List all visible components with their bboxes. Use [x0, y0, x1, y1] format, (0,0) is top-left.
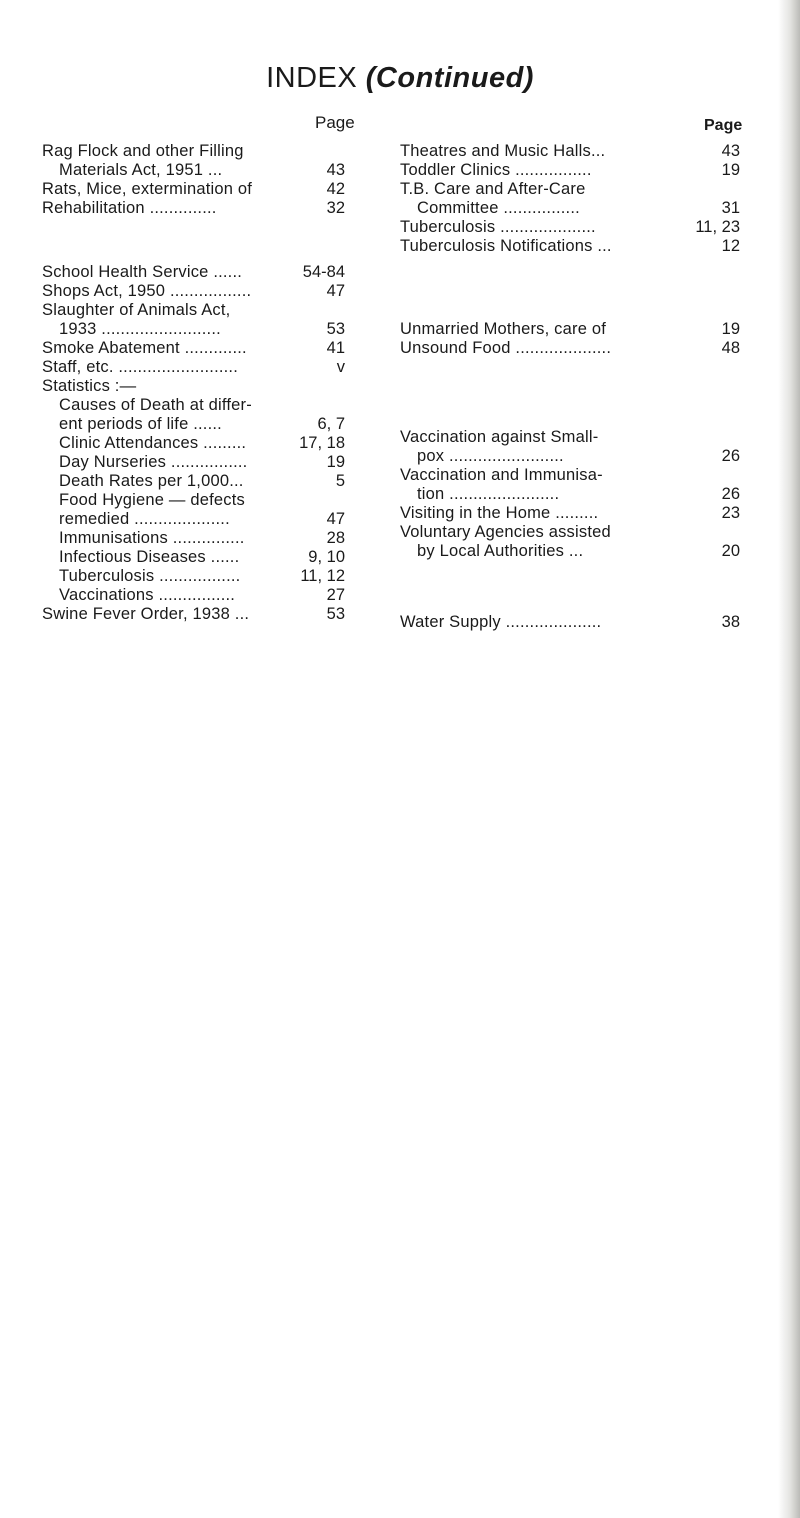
- right-entry-page-number: 20: [721, 542, 740, 560]
- right-entry: [400, 466, 603, 504]
- right-entry: [400, 339, 611, 358]
- right-entry: [400, 161, 592, 180]
- left-entry-page-number: 5: [335, 472, 345, 490]
- left-entry: [42, 472, 244, 491]
- right-entry-text: Vaccination and Immunisa-: [400, 466, 603, 484]
- left-entry-text: Shops Act, 1950 .................: [42, 282, 252, 300]
- left-entry-page-number: 27: [326, 586, 345, 604]
- right-entry-page-number: 48: [721, 339, 740, 357]
- left-entry-text: Rehabilitation ..............: [42, 199, 217, 217]
- right-entry-text: Unmarried Mothers, care of: [400, 320, 607, 338]
- title-continued: (Continued): [365, 62, 534, 94]
- left-entry-page-number: 54-84: [302, 263, 345, 281]
- left-entry: [42, 586, 235, 605]
- right-entry-text: Water Supply ....................: [400, 613, 602, 631]
- left-entry-text: Tuberculosis .................: [59, 567, 241, 585]
- right-entry: [400, 218, 596, 237]
- right-entry-page-number: 26: [721, 447, 740, 465]
- right-entry-page-number: 38: [721, 613, 740, 631]
- right-entry: [400, 142, 605, 161]
- left-entry-page-number: 42: [326, 180, 345, 198]
- left-entry-text: Rats, Mice, extermination of: [42, 180, 253, 198]
- right-entry-text: Toddler Clinics ................: [400, 161, 592, 179]
- left-entry: [42, 339, 247, 358]
- left-entry-text: Staff, etc. .........................: [42, 358, 238, 376]
- left-entry: [42, 491, 245, 529]
- left-entry: [42, 434, 246, 453]
- left-entry-page-number: 28: [326, 529, 345, 547]
- left-entry-page-number: 53: [326, 320, 345, 338]
- left-entry-page-number: 47: [326, 510, 345, 528]
- left-entry-text: Day Nurseries ................: [59, 453, 248, 471]
- right-entry: [400, 613, 601, 632]
- left-entry: [42, 377, 136, 396]
- right-entry-page-number: 19: [721, 161, 740, 179]
- left-entry-page-number: 11, 12: [300, 567, 345, 585]
- right-entry-text: Unsound Food ....................: [400, 339, 612, 357]
- left-entry: [42, 142, 244, 180]
- left-entry-text: Death Rates per 1,000...: [59, 472, 244, 490]
- right-entry: [400, 320, 606, 339]
- title-main: INDEX: [266, 62, 358, 94]
- left-entry: [42, 282, 251, 301]
- right-entry-page-number: 26: [721, 485, 740, 503]
- left-entry-page-number: 9, 10: [308, 548, 345, 566]
- right-entry: [400, 428, 598, 466]
- left-entry-text: Immunisations ...............: [59, 529, 245, 547]
- right-entry: [400, 237, 612, 256]
- left-entry-page-number: 19: [326, 453, 345, 471]
- right-entry-page-number: 12: [721, 237, 740, 255]
- left-entry-text: Rag Flock and other Filling: [42, 142, 244, 160]
- right-entry-text: T.B. Care and After-Care: [400, 180, 586, 198]
- right-entry-text: Vaccination against Small-: [400, 428, 599, 446]
- left-entry: [42, 263, 242, 282]
- left-entry-text: School Health Service ......: [42, 263, 243, 281]
- right-entry-text: Tuberculosis Notifications ...: [400, 237, 612, 255]
- right-entry: [400, 180, 585, 218]
- left-entry-page-number: 32: [326, 199, 345, 217]
- right-entry-text: Voluntary Agencies assisted: [400, 523, 611, 541]
- right-entry-page-number: 19: [721, 320, 740, 338]
- right-entry-page-number: 31: [721, 199, 740, 217]
- left-entry: [42, 199, 217, 218]
- right-entry-text: Visiting in the Home .........: [400, 504, 599, 522]
- left-entry: [42, 453, 247, 472]
- left-entry: [42, 301, 230, 339]
- right-entry: [400, 523, 611, 561]
- right-entry-text: tion .......................: [417, 485, 560, 503]
- right-entry-page-number: 11, 23: [695, 218, 740, 236]
- left-entry-page-number: 47: [326, 282, 345, 300]
- left-entry-text: remedied ....................: [59, 510, 230, 528]
- left-entry-page-number: 41: [326, 339, 345, 357]
- page-edge-shadow: [778, 0, 800, 1518]
- left-entry: [42, 358, 238, 377]
- left-entry-text: Clinic Attendances .........: [59, 434, 247, 452]
- left-entry-text: Vaccinations ................: [59, 586, 236, 604]
- left-entry: [42, 605, 249, 624]
- left-entry-text: Smoke Abatement .............: [42, 339, 247, 357]
- left-entry-text: Swine Fever Order, 1938 ...: [42, 605, 250, 623]
- left-entry-page-number: 6, 7: [317, 415, 345, 433]
- right-entry-text: Committee ................: [417, 199, 580, 217]
- right-entry-text: by Local Authorities ...: [417, 542, 584, 560]
- left-entry-text: Materials Act, 1951 ...: [59, 161, 223, 179]
- left-entry: [42, 548, 239, 567]
- left-entry-text: 1933 .........................: [59, 320, 221, 338]
- left-entry: [42, 180, 252, 199]
- left-entry-page-number: 17, 18: [299, 434, 345, 452]
- left-entry-text: Causes of Death at differ-: [59, 396, 252, 414]
- left-entry-text: Infectious Diseases ......: [59, 548, 240, 566]
- left-entry-page-number: 53: [326, 605, 345, 623]
- right-entry-text: pox ........................: [417, 447, 564, 465]
- left-entry: [42, 396, 252, 434]
- right-page-header: Page: [704, 117, 743, 134]
- right-entry-page-number: 23: [721, 504, 740, 522]
- right-entry: [400, 504, 598, 523]
- left-entry-text: ent periods of life ......: [59, 415, 222, 433]
- left-entry: [42, 567, 240, 586]
- left-entry-text: Statistics :—: [42, 377, 137, 395]
- left-entry-text: Slaughter of Animals Act,: [42, 301, 231, 319]
- right-entry-text: Theatres and Music Halls...: [400, 142, 606, 160]
- right-entry-page-number: 43: [721, 142, 740, 160]
- left-entry: [42, 529, 245, 548]
- left-entry-page-number: v: [336, 358, 345, 376]
- page-title: [0, 62, 800, 95]
- left-entry-page-number: 43: [326, 161, 345, 179]
- right-entry-text: Tuberculosis ....................: [400, 218, 596, 236]
- left-entry-text: Food Hygiene — defects: [59, 491, 245, 509]
- left-page-header: Page: [315, 113, 355, 132]
